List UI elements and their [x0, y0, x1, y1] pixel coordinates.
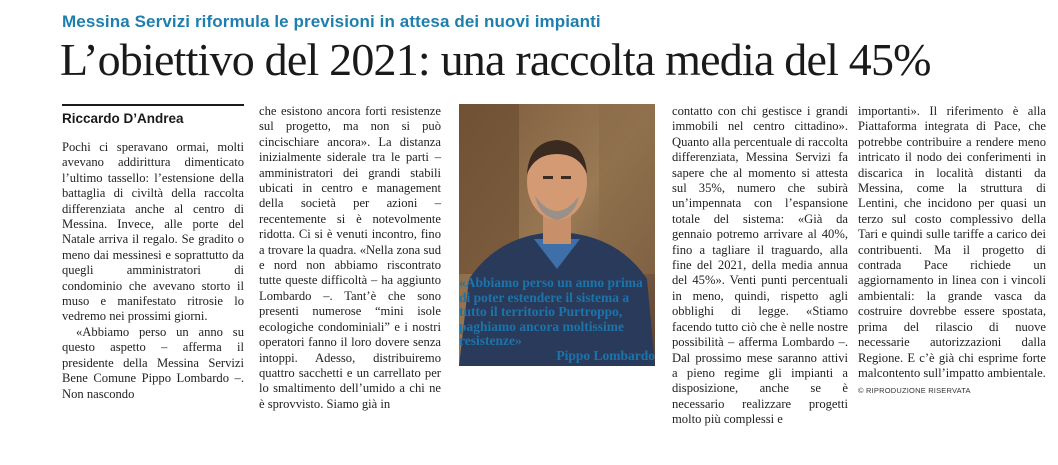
paragraph: che esistono ancora forti resistenze sul progetto, ma non si può cincischiare ancora». La distanza inizialmente siderale tra le parti – amministratori dei grandi stabili ubicati in centro e management della società per azioni – recentemente si è notevolmente ridotta. Ci si è venuti incontro, fino a trovare la quadra. «Nella zona sud e nord non abbiamo riscontrato tutte queste difficoltà – ha aggiunto Lombardo –. Tant’è che sono presenti numerose “mini isole ecologiche condominiali” e i nostri operatori fanno il loro dovere senza intoppi. Adesso, distribuiremo quattro sacchetti e un carrellato per lo smaltimento dell’umido a chi ne è sprovvisto. Siamo già in	[259, 104, 441, 411]
copyright-notice: © RIPRODUZIONE RISERVATA	[858, 386, 971, 396]
article-column-2	[259, 104, 441, 412]
article-headline: L’obiettivo del 2021: una raccolta media del 45%	[60, 34, 931, 85]
paragraph: importanti». Il riferimento è alla Piattaforma integrata di Pace, che potrebbe contribuire a rendere meno intricato il nodo dei conferimenti in discarica in località distanti da Messina, come la struttura di Lentini, che incidono per quasi un terzo sul costo complessivo della Tari e quindi sulle tariffe a carico dei contribuenti. Ma il progetto di contrada Pace richiede un aggiornamento in linea con i vincoli ambientali: la grande vasca da costruire dovrebbe essere spostata, prima del rilascio di nuove necessarie autorizzazioni dalla Regione. E c’è già chi esprime forte malcontento sull’impatto ambientale.	[858, 104, 1046, 380]
photo-caption-author: Pippo Lombardo	[556, 348, 655, 363]
article-author: Riccardo D’Andrea	[62, 111, 184, 126]
article-kicker: Messina Servizi riformula le previsioni in attesa dei nuovi impianti	[62, 12, 601, 31]
article-column-3	[672, 104, 848, 428]
article-column-4	[858, 104, 1046, 399]
paragraph: Pochi ci speravano ormai, molti avevano addirittura dimenticato l’ultimo tassello: l’estensione della battaglia di civiltà della raccolta differenziata anche al centro di Messina. Invece, alle porte del Natale arriva il regalo. Se gradito o meno dai messinesi e soprattutto da quegli amministratori di condominio che avevano storto il muso e manifestato ritrosie lo vedremo nei prossimi giorni.	[62, 140, 244, 324]
photo-caption: «Abbiamo perso un anno prima di poter estendere il sistema a tutto il territorio Purtroppo, paghiamo ancora moltissime resistenze»	[459, 275, 643, 349]
paragraph: contatto con chi gestisce i grandi immobili nel centro cittadino». Quanto alla percentuale di raccolta differenziata, Messina Servizi fa sapere che al momento si attesta sul 35%, numero che subirà un’impennata con l’espansione totale del sistema: «Già da gennaio potremo arrivare al 40%, fino a tagliare il traguardo, alla fine del 2021, della media annua del 45%». Venti punti percentuali in meno, quindi, rispetto agli obblighi di legge. «Stiamo facendo tutto ciò che è nelle nostre possibilità – afferma Lombardo –. Dal prossimo mese saranno attivi a pieno regime gli impianti a disposizione, anche se è necessario realizzare progetti molto più complessi e	[672, 104, 848, 427]
paragraph: «Abbiamo perso un anno su questo aspetto – afferma il presidente della Messina Servizi Bene Comune Pippo Lombardo –. Non nascondo	[62, 324, 244, 401]
article-column-1	[62, 104, 244, 402]
